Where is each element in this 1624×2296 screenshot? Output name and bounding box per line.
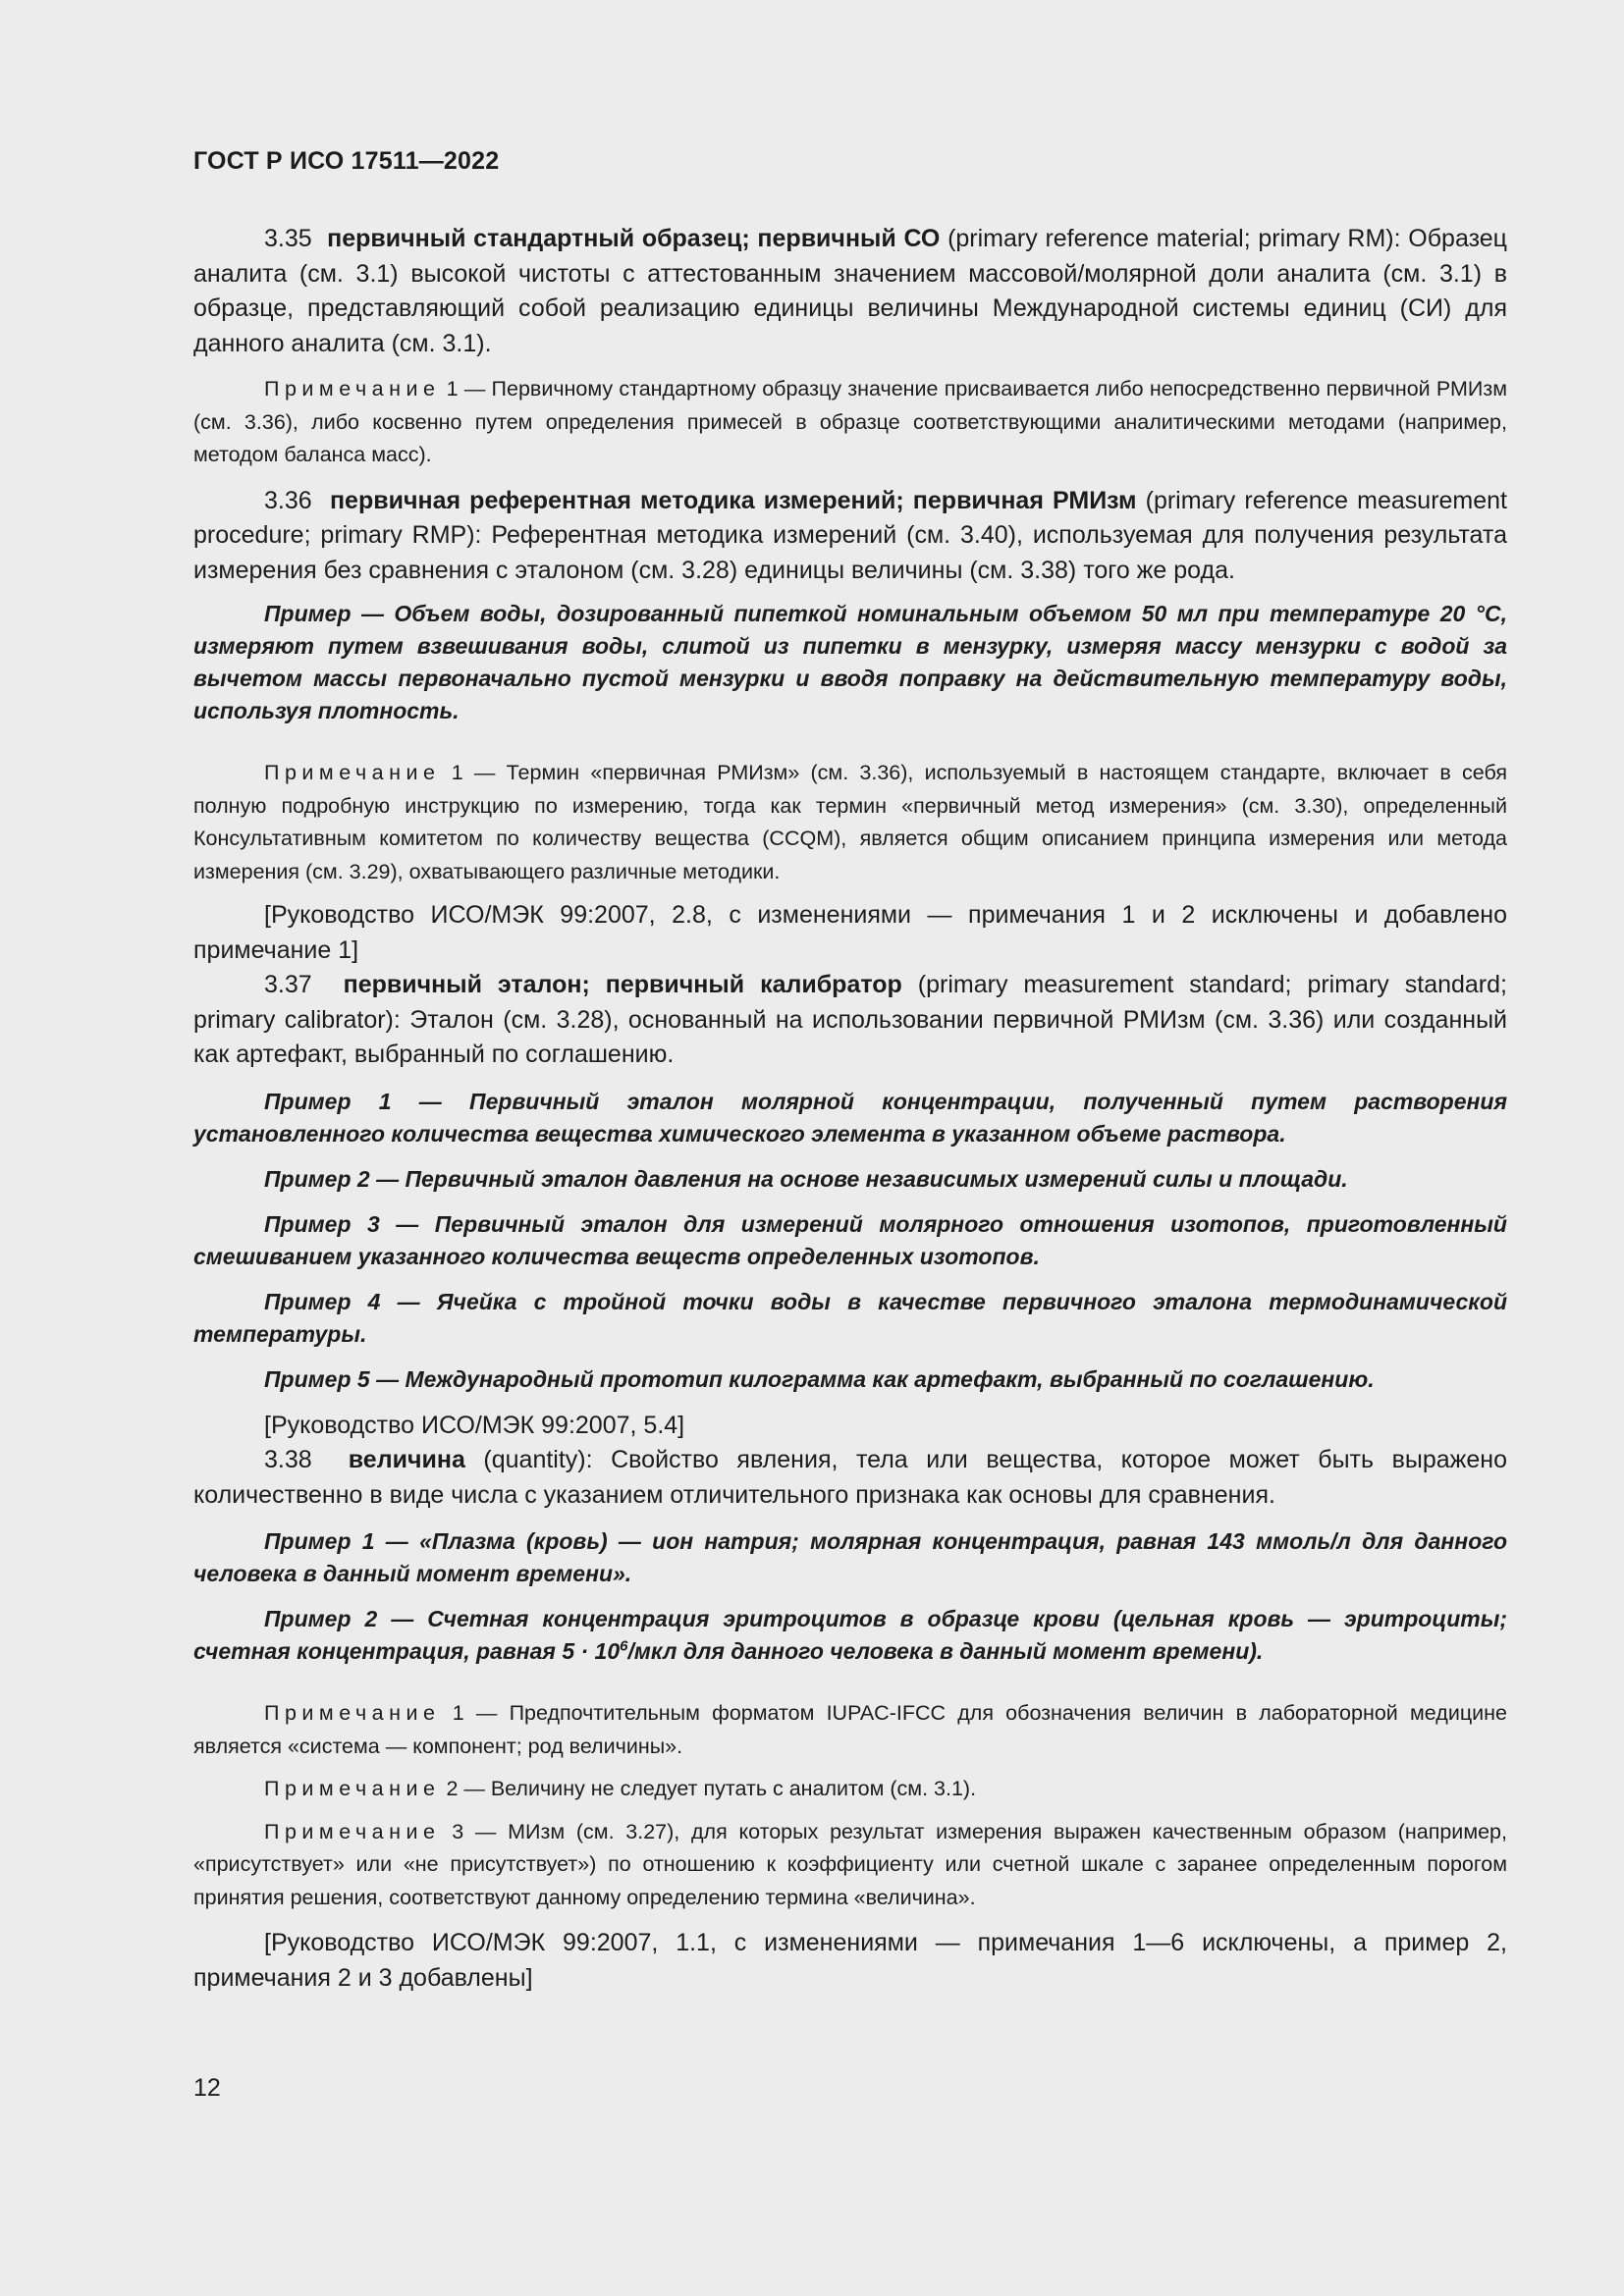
note-3-36-1 [193,757,1507,888]
example-3-37-4: Пример 4 — Ячейка с тройной точки воды в качестве первичного эталона термодинамической температуры. [193,1288,1507,1347]
example-3-37-1: Пример 1 — Первичный эталон молярной концентрации, полученный путем растворения установленного количества вещества химического элемента в указанном объеме раствора. [193,1088,1507,1147]
definition-3-35 [193,222,1507,361]
superscript-exponent: 6 [620,1637,628,1655]
document-header: ГОСТ Р ИСО 17511—2022 [193,147,500,175]
definition-text: (primary reference material; primary RM): Образец аналита (см. 3.1) высокой чистоты с аттестованным значением массовой/молярной доли аналита (см. 3.1) в образце, представляющий собой реализацию единицы величины Международной системы единиц (СИ) для данного аналита (см. 3.1). [193,225,1507,357]
note-label: Примечание [264,377,441,400]
note-label: Примечание [264,761,441,784]
note-3-38-1 [193,1697,1507,1763]
note-label: Примечание [264,1701,441,1725]
document-body [193,222,1507,1996]
example-3-36: Пример — Объем воды, дозированный пипеткой номинальным объемом 50 мл при температуре 20 °С, измеряют путем взвешивания воды, слитой из пипетки в мензурку, измеряя массу мензурки с водой за вычетом массы первоначально пустой мензурки и вводя поправку на действительную температуру воды, используя плотность. [193,601,1507,723]
example-3-38-2 [193,1603,1507,1668]
definition-term: первичный эталон; первичный калибратор [343,971,902,998]
example-3-37-3: Пример 3 — Первичный эталон для измерений молярного отношения изотопов, приготовленный смешиванием указанного количества веществ определенных изотопов. [193,1210,1507,1269]
example-text-part: /мкл для данного человека в данный момент времени). [627,1638,1264,1664]
definition-3-36 [193,484,1507,589]
note-text: 1 — Первичному стандартному образцу значение присваивается либо непосредственно первичной РМИзм (см. 3.36), либо косвенно путем определения примесей в образце соответствующими аналитическими методами (например, методом баланса масс). [193,377,1507,466]
note-3-38-2 [193,1773,1507,1806]
definition-number: 3.36 [264,486,312,514]
note-text: 1 — Предпочтительным форматом IUPAC-IFCC для обозначения величин в лабораторной медицине является «система — компонент; род величины». [193,1701,1507,1758]
definition-text: (primary reference measurement procedure; primary RMP): Референтная методика измерений (см. 3.40), используемая для получения результата измерения без сравнения с эталоном (см. 3.28) единицы величины (см. 3.38) того же рода. [193,486,1508,584]
note-3-38-3 [193,1816,1507,1915]
definition-term: первичная референтная методика измерений; первичная РМИзм [329,486,1137,514]
definition-number: 3.35 [264,225,312,252]
note-text: 2 — Величину не следует путать с аналитом (см. 3.1). [446,1777,977,1800]
note-label: Примечание [264,1777,441,1800]
source-reference-3-38: [Руководство ИСО/МЭК 99:2007, 1.1, с изменениями — примечания 1—6 исключены, а пример 2, примечания 2 и 3 добавлены] [193,1929,1507,1992]
source-reference-3-36: [Руководство ИСО/МЭК 99:2007, 2.8, с изменениями — примечания 1 и 2 исключены и добавлено примечание 1] [193,901,1507,964]
definition-number: 3.38 [264,1446,312,1473]
definition-3-38 [193,1443,1507,1513]
note-text: 1 — Термин «первичная РМИзм» (см. 3.36), используемый в настоящем стандарте, включает в себя полную подробную инструкцию по измерению, тогда как термин «первичный метод измерения» (см. 3.30), определенный Консультативным комитетом по количеству вещества (CCQM), является общим описанием принципа измерения или метода измерения (см. 3.29), охватывающего различные методики. [193,761,1508,883]
definition-text: (primary measurement standard; primary standard; primary calibrator): Эталон (см. 3.28), основанный на использовании первичной РМИзм (см. 3.36) или созданный как артефакт, выбранный по соглашению. [193,971,1507,1068]
note-label: Примечание [264,1819,441,1843]
example-3-37-5: Пример 5 — Международный прототип килограмма как артефакт, выбранный по соглашению. [264,1365,1375,1392]
source-reference-3-37: [Руководство ИСО/МЭК 99:2007, 5.4] [264,1411,685,1439]
note-text: 3 — МИзм (см. 3.27), для которых результат измерения выражен качественным образом (например, «присутствует» или «не присутствует») по отношению к коэффициенту или счетной шкале с заранее определенным порогом принятия решения, соответствуют данному определению термина «величина». [193,1819,1507,1909]
page-number: 12 [193,2074,221,2102]
example-text-part: Пример 2 — Счетная концентрация эритроцитов в образце крови (цельная кровь — эритроциты; счетная концентрация, равная 5 · 10 [193,1606,1507,1664]
definition-3-37 [193,968,1507,1073]
definition-number: 3.37 [264,971,312,998]
note-3-35-1 [193,373,1507,472]
definition-term: величина [348,1446,465,1473]
definition-term: первичный стандартный образец; первичный СО [327,225,941,252]
example-3-38-1: Пример 1 — «Плазма (кровь) — ион натрия; молярная концентрация, равная 143 ммоль/л для данного человека в данный момент времени». [193,1528,1507,1586]
example-3-37-2: Пример 2 — Первичный эталон давления на основе независимых измерений силы и площади. [264,1165,1348,1192]
definition-text: (quantity): Свойство явления, тела или вещества, которое может быть выражено количественно в виде числа с указанием отличительного признака как основы для сравнения. [193,1446,1507,1509]
